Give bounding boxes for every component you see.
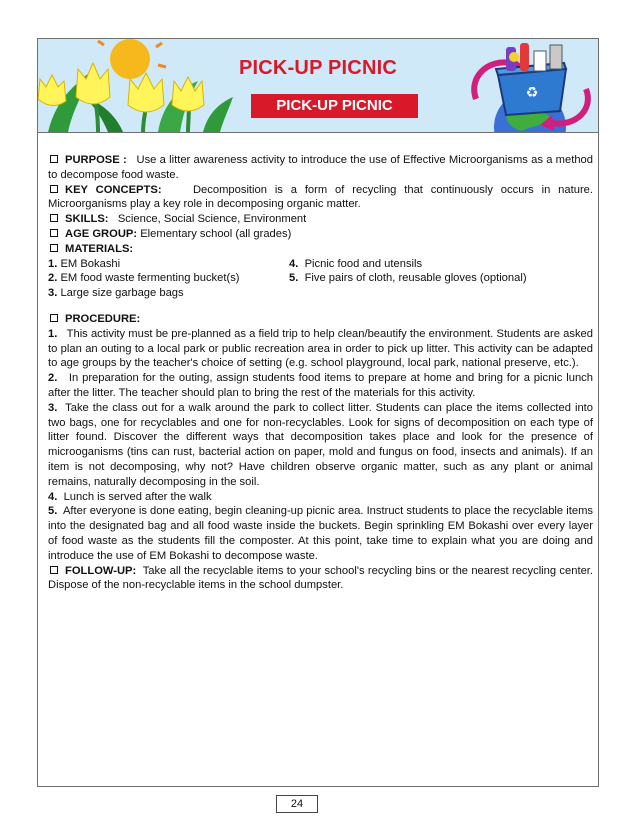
list-item: 4. Picnic food and utensils bbox=[289, 257, 423, 270]
section-label: SKILLS: bbox=[65, 213, 109, 226]
materials-column-right bbox=[289, 257, 529, 301]
procedure-step: 2. In preparation for the outing, assign students food items to prepare at home and bring for a picnic lunch after the litter. The teacher should plan to bring the rest of the materials for this activity. bbox=[48, 372, 593, 399]
activity-content bbox=[48, 153, 593, 593]
materials-list bbox=[48, 257, 593, 301]
banner bbox=[38, 39, 598, 133]
section-text: Science, Social Science, Environment bbox=[117, 213, 307, 226]
section-label: MATERIALS: bbox=[65, 242, 134, 255]
procedure-step: 5. After everyone is done eating, begin cleaning-up picnic area. Instruct students to place the recyclable items into the designated bag and all food waste inside the buckets. Begin sprinkling EM Bokashi over every layer of food waste as the students fill the composter. At this point, take time to explain what you are doing and introduce the use of EM Bokashi to decompose waste. bbox=[48, 505, 593, 562]
procedure-step: 4. Lunch is served after the walk bbox=[48, 490, 212, 503]
procedure-step: 3. Take the class out for a walk around the park to collect litter. Students can place the items collected into two bags, one for recyclables and one for non-recyclables. Look for signs of decomposition on each type of litter found. Discover the different ways that decomposition takes place and look for the presence of microoganisms (tins can rust, bacterial action on paper, mold and fungus on food, insects and animals). If an item is not decomposing, why not? Have children observe organic matter, such as any plant or animal remains, naturally decomposing in the soil. bbox=[48, 401, 594, 488]
recycling-bin-illustration bbox=[448, 39, 598, 132]
materials-heading bbox=[48, 242, 593, 257]
checkbox-bullet-icon bbox=[50, 229, 58, 237]
section-label: KEY CONCEPTS: bbox=[65, 183, 162, 196]
svg-text:♻: ♻ bbox=[525, 85, 539, 101]
page-title: PICK-UP PICNIC bbox=[238, 57, 397, 79]
list-item: 1. EM Bokashi bbox=[48, 257, 121, 270]
skills-section bbox=[48, 212, 593, 227]
section-text: Take all the recyclable items to your school's recycling bins or the nearest recycling center. Dispose of the non-recyclable items in the school dumpster. bbox=[48, 564, 594, 592]
checkbox-bullet-icon bbox=[50, 214, 58, 222]
list-item: 2. EM food waste fermenting bucket(s) bbox=[48, 272, 240, 285]
key-concepts-section bbox=[48, 183, 593, 213]
procedure-step: 1. This activity must be pre-planned as a field trip to help clean/beautify the environment. Students are asked to plan an outing to a local park or public recreation area in order to pick up litter. This activity can be adapted to age groups by the teacher's choice of setting (e.g. school playground, local park, national preserve, etc.). bbox=[48, 327, 593, 370]
section-label: PROCEDURE: bbox=[65, 312, 141, 325]
follow-up-section bbox=[48, 564, 593, 594]
checkbox-bullet-icon bbox=[50, 185, 58, 193]
checkbox-bullet-icon bbox=[50, 244, 58, 252]
checkbox-bullet-icon bbox=[50, 314, 58, 322]
materials-column-left bbox=[48, 257, 288, 301]
list-item: 5. Five pairs of cloth, reusable gloves (optional) bbox=[289, 272, 527, 285]
section-text: Elementary school (all grades) bbox=[140, 227, 292, 240]
page-subtitle: PICK-UP PICNIC bbox=[251, 94, 418, 118]
checkbox-bullet-icon bbox=[50, 155, 58, 163]
tulips-illustration bbox=[38, 39, 238, 132]
list-item: 3. Large size garbage bags bbox=[48, 287, 184, 300]
age-group-section bbox=[48, 227, 593, 242]
purpose-section bbox=[48, 153, 593, 183]
procedure-heading bbox=[48, 312, 593, 327]
section-text: Decomposition is a form of recycling that continuously occurs in nature. Microorganisms play a key role in decomposing organic matter. bbox=[48, 183, 593, 211]
page-number: 24 bbox=[276, 795, 318, 813]
section-label: FOLLOW-UP: bbox=[65, 564, 137, 577]
section-text: Use a litter awareness activity to introduce the use of Effective Microorganisms as a method to decompose food waste. bbox=[48, 154, 594, 181]
section-label: AGE GROUP: bbox=[65, 227, 138, 240]
checkbox-bullet-icon bbox=[50, 566, 58, 574]
section-label: PURPOSE : bbox=[65, 154, 127, 166]
